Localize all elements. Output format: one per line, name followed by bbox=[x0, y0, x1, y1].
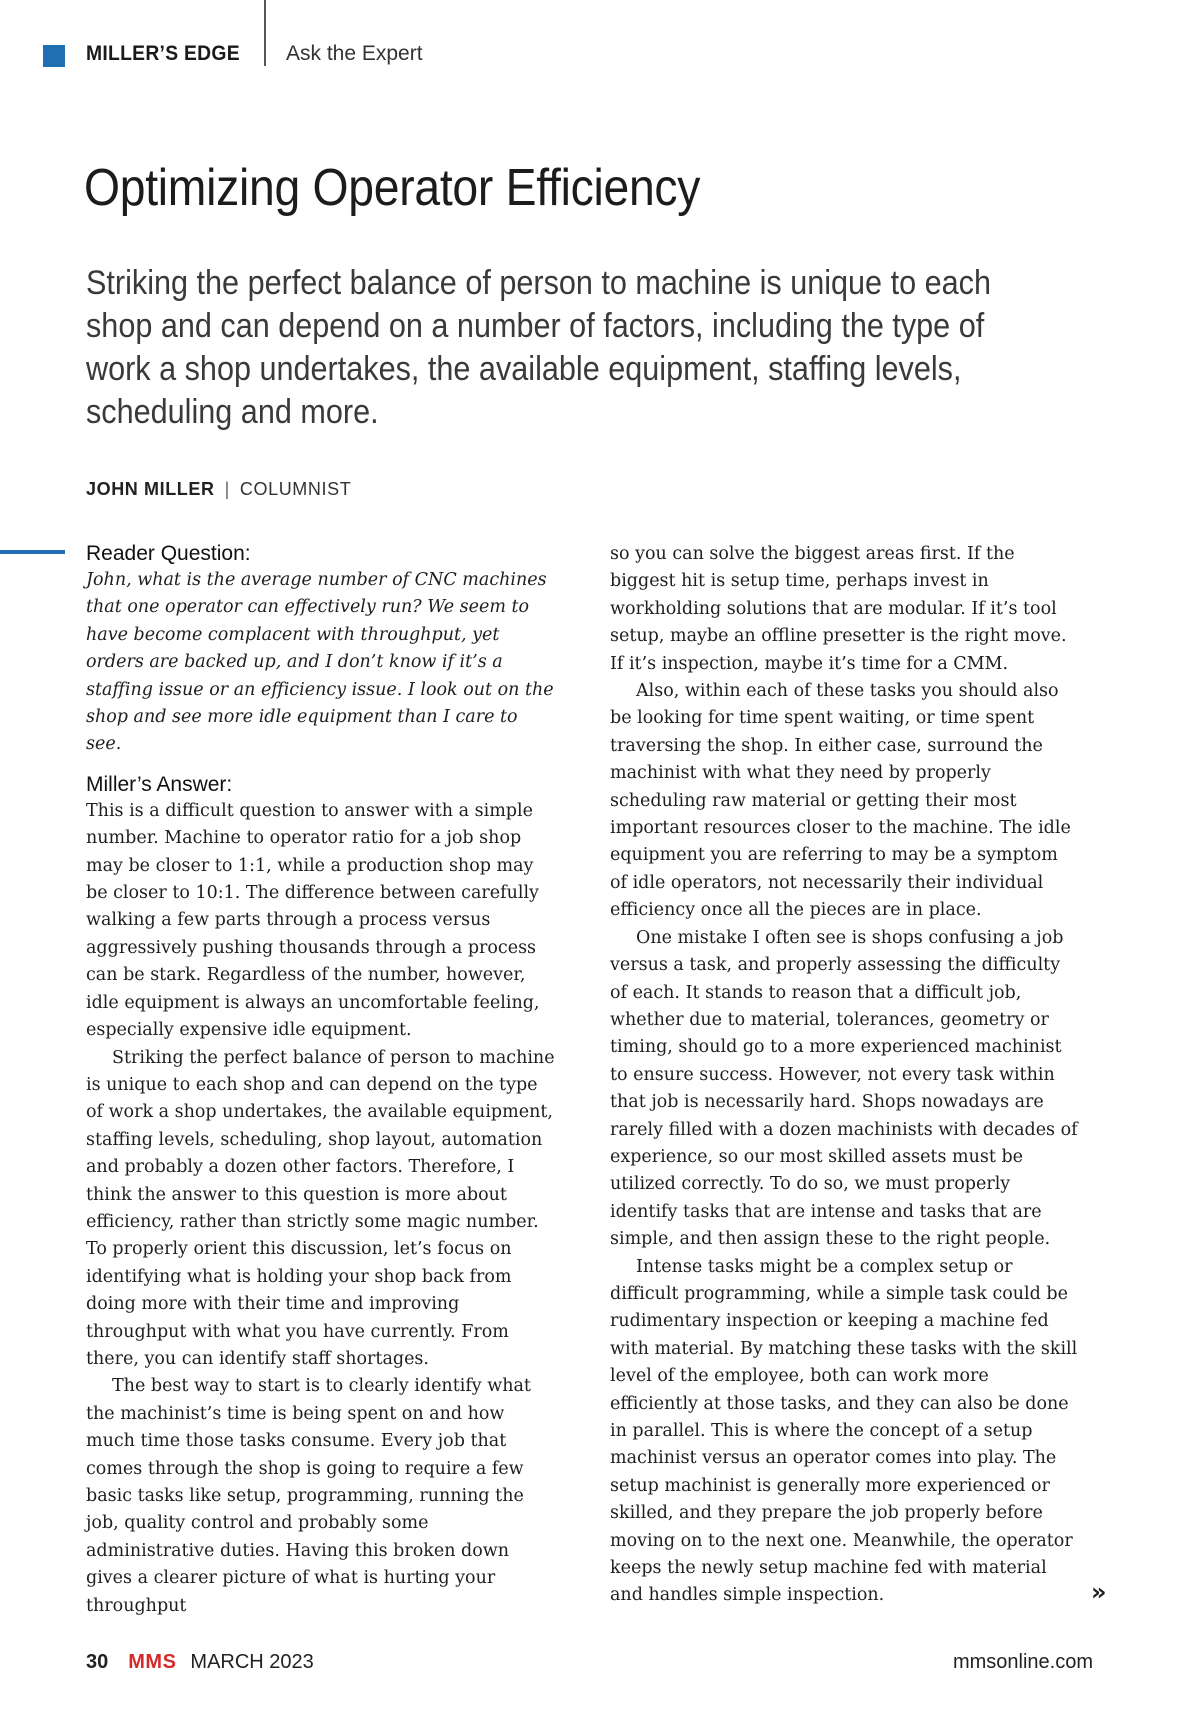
footer-left bbox=[86, 1651, 314, 1674]
question-text: John, what is the average number of CNC machines that one operator can effectively run? We seem to have become complacent with throughput, yet orders are backed up, and I don’t know if it’s a staffing issue or an efficiency issue. I look out on the shop and see more idle equipment than I care to see. bbox=[86, 570, 554, 755]
website-link[interactable]: mmsonline.com bbox=[952, 1651, 1093, 1673]
question-heading: Reader Question: bbox=[86, 542, 251, 565]
column-accent-line bbox=[0, 550, 65, 554]
answer-paragraph: One mistake I often see is shops confusing a job versus a task, and properly assessing the difficulty of each. It stands to reason that a difficult job, whether due to material, tolerances, geometry or timing, should go to a more experienced machinist to ensure success. However, not every task within that job is necessarily hard. Shops nowadays are rarely filled with a dozen machinists with decades of experience, so our most skilled assets must be utilized correctly. To do so, we must properly identify tasks that are intense and tasks that are simple, and then assign these to the right people. bbox=[610, 927, 1078, 1250]
answer-paragraph: Also, within each of these tasks you should also be looking for time spent waiting, or time spent traversing the shop. In either case, surround the machinist with what they need by properly scheduling raw material or getting their most important resources closer to the machine. The idle equipment you are referring to may be a symptom of idle operators, not necessarily their individual efficiency once all the pieces are in place. bbox=[610, 681, 1071, 921]
answer-paragraph: Intense tasks might be a complex setup or difficult programming, while a simple task could be rudimentary inspection or keeping a machine fed with material. By matching these tasks with the skill level of the employee, both can work more efficiently at those tasks, and they can also be done in parallel. This is where the concept of a setup machinist versus an operator comes into play. The setup machinist is generally more experienced or skilled, and they prepare the job properly before moving on to the next one. Meanwhile, the operator keeps the newly setup machine fed with material and handles simple inspection. bbox=[610, 1256, 1078, 1606]
issue-date: MARCH 2023 bbox=[190, 1651, 314, 1673]
article-deck: Striking the perfect balance of person to machine is unique to each shop and can depend on a number of factors, including the type of work a shop undertakes, the available equipment, staffing levels, scheduling and more. bbox=[86, 264, 991, 431]
page-number: 30 bbox=[86, 1651, 109, 1673]
answer-paragraph: so you can solve the biggest areas first. If the biggest hit is setup time, perhaps invest in workholding solutions that are modular. If it’s tool setup, maybe an offline presetter is the right move. If it’s inspection, maybe it’s time for a CMM. bbox=[610, 544, 1067, 674]
header-divider bbox=[264, 0, 266, 66]
author-role: COLUMNIST bbox=[239, 479, 352, 499]
answer-heading: Miller’s Answer: bbox=[86, 772, 233, 796]
section-marker-square bbox=[43, 45, 65, 67]
left-column bbox=[86, 540, 556, 1620]
answer-paragraph: The best way to start is to clearly identify what the machinist’s time is being spent on and how much time those tasks consume. Every job that comes through the shop is going to require a few basic tasks like setup, programming, running the job, quality control and probably some administrative duties. Having this broken down gives a clearer picture of what is hurting your throughput bbox=[86, 1376, 531, 1616]
subsection-label: Ask the Expert bbox=[286, 42, 423, 65]
byline bbox=[86, 479, 351, 500]
right-column bbox=[610, 541, 1080, 1610]
section-label: MILLER’S EDGE bbox=[86, 42, 240, 65]
byline-separator: | bbox=[224, 479, 230, 499]
author-name: JOHN MILLER bbox=[86, 479, 215, 499]
answer-paragraph: This is a difficult question to answer with a simple number. Machine to operator ratio for a job shop may be closer to 1:1, while a production shop may be closer to 10:1. The difference between carefully walking a few parts through a process versus aggressively pushing thousands through a process can be stark. Regardless of the number, however, idle equipment is always an uncomfortable feeling, especially expensive idle equipment. bbox=[86, 800, 540, 1041]
magazine-name: MMS bbox=[128, 1651, 177, 1673]
continue-arrow-icon: » bbox=[1091, 1578, 1107, 1606]
answer-paragraph: Striking the perfect balance of person to machine is unique to each shop and can depend on the type of work a shop undertakes, the available equipment, staffing levels, scheduling, shop layout, automation and probably a dozen other factors. Therefore, I think the answer to this question is more about efficiency, rather than strictly some magic number. To properly orient this discussion, let’s focus on identifying what is holding your shop back from doing more with their time and improving throughput with what you have currently. From there, you can identify staff shortages. bbox=[86, 1047, 555, 1369]
article-title: Optimizing Operator Efficiency bbox=[84, 159, 701, 217]
